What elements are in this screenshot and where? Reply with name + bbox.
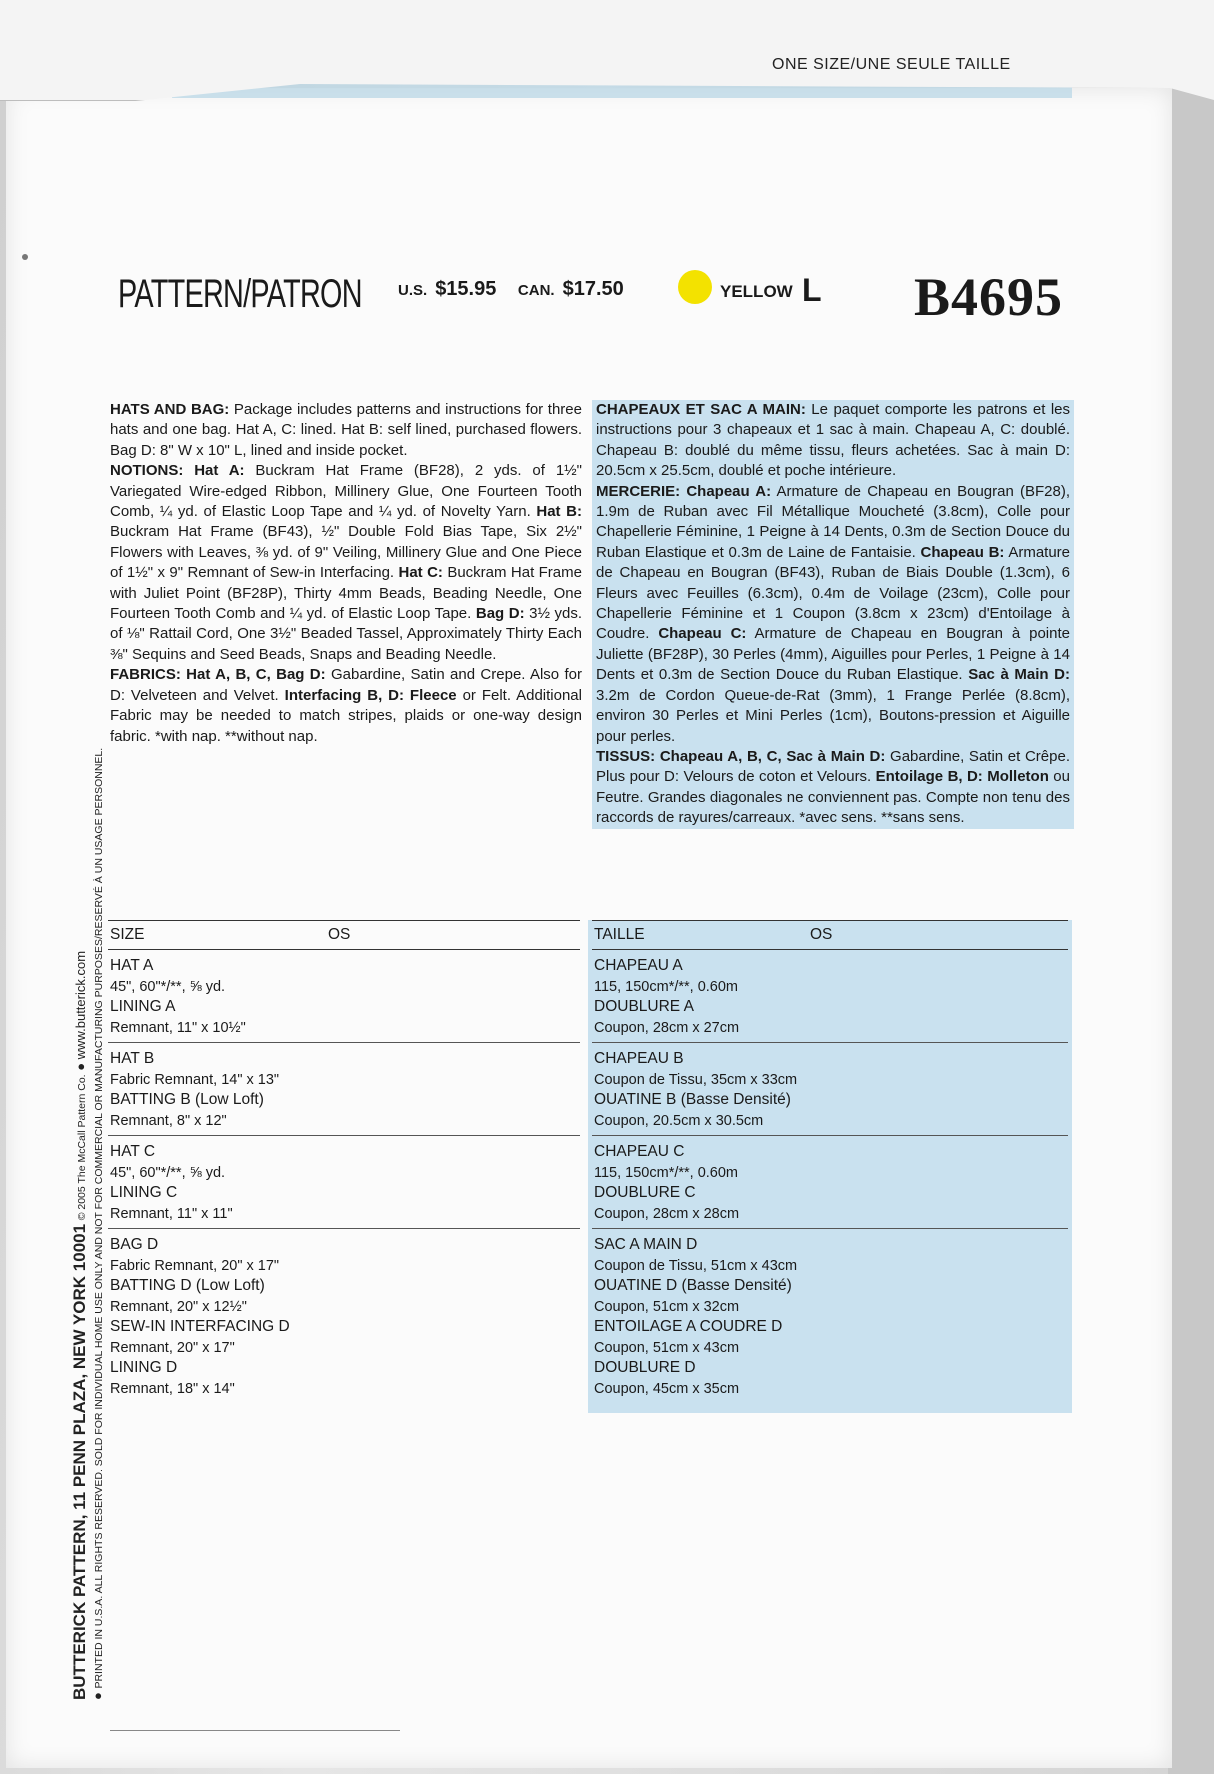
table-row: CHAPEAU A [594,957,683,974]
notions-title: NOTIONS: [110,462,184,480]
table-row: BATTING D (Low Loft) [110,1277,265,1294]
mercerie-a: Armature de Chapeau en Bougran (BF28), 1.9m de Ruban avec Fil Métallique Moucheté (3.8cm), Colle pour Chapellerie Féminine, 1 Peigne à 14 Dents, 0.3m de Section Douce du Ruban Elastique et 0.3m de Laine de Fantaisie. [596,482,1071,561]
yellow-dot-icon [678,270,712,304]
yardage-table-fr [588,920,1072,1413]
table-row: LINING C [110,1184,178,1201]
rights-notice: PRINTED IN U.S.A. ALL RIGHTS RESERVED. SOLD FOR INDIVIDUAL HOME USE ONLY AND NOT FOR COMMERCIAL OR MANUFACTURING PURPOSES/RESERVÉ À UN USAGE PERSONNEL. [93,747,105,1689]
notions-a-label: Hat A: [183,462,245,480]
fabrics-title: FABRICS: Hat A, B, C, Bag D: [110,666,326,684]
table-row: 115, 150cm*/**, 0.60m [594,1164,739,1181]
tissus-text-2: ou Feutre. Grandes diagonales ne conviennent pas. Compte non tenu des raccords de rayures/carreaux. *avec sens. **sans sens. [596,768,1070,827]
table-row: SAC A MAIN D [594,1236,698,1253]
fabrics-text-2: or Felt. Additional Fabric may be needed to match stripes, plaids or one-way design fabric. *with nap. **without nap. [110,686,582,745]
table-group [108,1136,580,1229]
table-row: Remnant, 8" x 12" [110,1112,227,1129]
notions-d-text: 3½ yds. of ⅛" Rattail Cord, One 3½" Beaded Tassel, Approximately Thirty Each ⅜" Sequins and Seed Beads, Snaps and Beading Needle. [110,605,583,663]
table-header [108,920,580,950]
table-row: OUATINE D (Basse Densité) [594,1277,792,1294]
table-group [592,1043,1068,1136]
publisher: BUTTERICK PATTERN, 11 PENN PLAZA, NEW YORK 10001 [70,1223,89,1700]
table-row: ENTOILAGE A COUDRE D [594,1318,783,1335]
table-row: Coupon, 28cm x 27cm [594,1019,740,1036]
mercerie-title: MERCERIE: Chapeau A: [596,482,772,500]
taille-label: TAILLE [594,926,645,943]
prices [398,278,640,301]
table-row: Coupon, 20.5cm x 30.5cm [594,1112,764,1129]
table-row: LINING A [110,998,176,1015]
notions-b-text: Buckram Hat Frame (BF43), ½" Double Fold Bias Tape, Six 2½" Flowers with Leaves, ⅜ yd. of 9" Veiling, Millinery Glue and One Piece of 1½" x 9" Remnant of Sew-in Interfacing. [110,523,582,582]
bottom-rule [110,1730,400,1731]
table-group [592,1136,1068,1229]
mercerie-c-label: Chapeau C: [658,625,747,643]
table-row: Fabric Remnant, 14" x 13" [110,1071,280,1088]
notions-a-text: Buckram Hat Frame (BF28), 2 yds. of 1½" Variegated Wire-edged Ribbon, Millinery Glue, One Fourteen Tooth Comb, ¼ yd. of Elastic Loop Tape and ¼ yd. of Novelty Yarn. [110,462,582,521]
yardage-table-en [108,920,580,1403]
table-group [108,950,580,1043]
pattern-label: PATTERN/PATRON [118,272,362,316]
fr-title: CHAPEAUX ET SAC A MAIN: [596,401,806,418]
table-row: BAG D [110,1236,159,1253]
mercerie-b: Armature de Chapeau en Bougran (BF43), Ruban de Biais Double (1.3cm), 6 Fleurs avec Feuilles (6.3cm), 0.4m de Voilage (23cm), Colle pour Chapellerie Féminine et 1 Coupon (3.8cm x 23cm) d'Entoilage à Coudre. [596,543,1071,643]
table-row: Remnant, 20" x 12½" [110,1298,247,1315]
table-row: DOUBLURE D [594,1359,696,1376]
website: www.butterick.com [73,950,88,1060]
table-row: Coupon de Tissu, 51cm x 43cm [594,1257,798,1274]
table-header [592,920,1068,950]
us-label: U.S. [398,282,428,299]
tissus-title: TISSUS: Chapeau A, B, C, Sac à Main D: [596,747,886,765]
table-row: Coupon, 51cm x 43cm [594,1339,740,1356]
color-name: YELLOW [720,282,793,301]
table-row: CHAPEAU C [594,1143,685,1160]
hats-text: Package includes patterns and instructions for three hats and one bag. Hat A, C: lined. Hat B: self lined, purchased flowers. Bag D: 8" W x 10" L, lined and inside pocket. [110,401,582,459]
table-row: Remnant, 18" x 14" [110,1380,235,1397]
table-row: BATTING B (Low Loft) [110,1091,264,1108]
table-row: DOUBLURE A [594,998,694,1015]
english-description [110,400,582,747]
table-row: DOUBLURE C [594,1184,696,1201]
one-size-label: ONE SIZE/UNE SEULE TAILLE [772,56,1011,73]
os-label: OS [328,926,351,943]
table-row: CHAPEAU B [594,1050,684,1067]
os-label: OS [810,926,833,943]
copyright: © 2005 The McCall Pattern Co. [76,1074,88,1221]
mercerie-b-label: Chapeau B: [920,543,1005,561]
notions-d-label: Bag D: [471,605,525,623]
notions-c-text: Buckram Hat Frame with Juliet Point (BF28P), Thirty 4mm Beads, Beading Needle, One Fourteen Tooth Comb and ¼ yd. of Elastic Loop Tape. [110,564,582,623]
table-row: 115, 150cm*/**, 0.60m [594,978,739,995]
hats-title: HATS AND BAG: [110,401,230,418]
table-row: HAT A [110,957,154,974]
notions-c-label: Hat C: [394,564,443,582]
interfacing-label: Interfacing B, D: Fleece [284,686,457,704]
table-row: OUATINE B (Basse Densité) [594,1091,791,1108]
table-row: Remnant, 20" x 17" [110,1339,235,1356]
mercerie-c: Armature de Chapeau en Bougran à pointe Juliette (BF28P), 30 Perles (4mm), Aiguilles pour Perles, 1 Peigne à 14 Dents et 0.3m de Section Douce du Ruban Elastique. [596,625,1070,684]
french-description [592,400,1074,829]
table-group [592,950,1068,1043]
can-price: $17.50 [562,278,624,300]
table-row: 45", 60"*/**, ⅝ yd. [110,978,226,995]
table-row: SEW-IN INTERFACING D [110,1318,290,1335]
vertical-publisher-text: BUTTERICK PATTERN, 11 PENN PLAZA, NEW YORK 10001 © 2005 The McCall Pattern Co. ● www.butterick.com ● PRINTED IN U.S.A. ALL RIGHTS RESERVED. SOLD FOR INDIVIDUAL HOME USE ONLY AND NOT FOR COMMERCIAL OR MANUFACTURING PURPOSES/RESERVÉ À UN USAGE PERSONNEL. [70,747,105,1700]
table-row: HAT C [110,1143,156,1160]
print-mark [22,254,28,260]
table-row: Coupon de Tissu, 35cm x 33cm [594,1071,798,1088]
fr-intro: Le paquet comporte les patrons et les instructions pour 3 chapeaux et 1 sac à main. Chapeau A, C: doublé. Chapeau B: doublé du même tissu, fleurs achetées. Sac à main D: 20.5cm x 25.5cm, doublé et poche intérieure. [596,401,1070,480]
table-row: Coupon, 45cm x 35cm [594,1380,740,1397]
us-price: $15.95 [435,278,497,300]
can-label: CAN. [517,282,555,299]
table-group [108,1229,580,1403]
tissus-text: Gabardine, Satin et Crêpe. Plus pour D: Velours de coton et Velours. [596,747,1070,786]
mercerie-d-label: Sac à Main D: [968,666,1071,684]
table-row: 45", 60"*/**, ⅝ yd. [110,1164,226,1181]
size-label: SIZE [110,926,145,943]
fabrics-text: Gabardine, Satin and Crepe. Also for D: Velveteen and Velvet. [110,666,582,704]
notions-b-label: Hat B: [530,503,582,521]
table-group [108,1043,580,1136]
table-row: Coupon, 51cm x 32cm [594,1298,740,1315]
envelope-edge [1168,60,1214,1774]
table-group [592,1229,1068,1403]
entoilage-label: Entoilage B, D: Molleton [875,768,1049,786]
size-code: L [802,272,822,308]
table-row: Remnant, 11" x 11" [110,1205,233,1222]
table-row: LINING D [110,1359,178,1376]
pattern-number: B4695 [914,267,1064,327]
table-row: Fabric Remnant, 20" x 17" [110,1257,280,1274]
mercerie-d: 3.2m de Cordon Queue-de-Rat (3mm), 1 Frange Perlée (8.8cm), environ 30 Perles et Mini Perles (1cm), Boutons-pression et Aiguille pour perles. [596,686,1070,745]
table-row: HAT B [110,1050,155,1067]
table-row: Remnant, 11" x 10½" [110,1019,246,1036]
table-row: Coupon, 28cm x 28cm [594,1205,740,1222]
